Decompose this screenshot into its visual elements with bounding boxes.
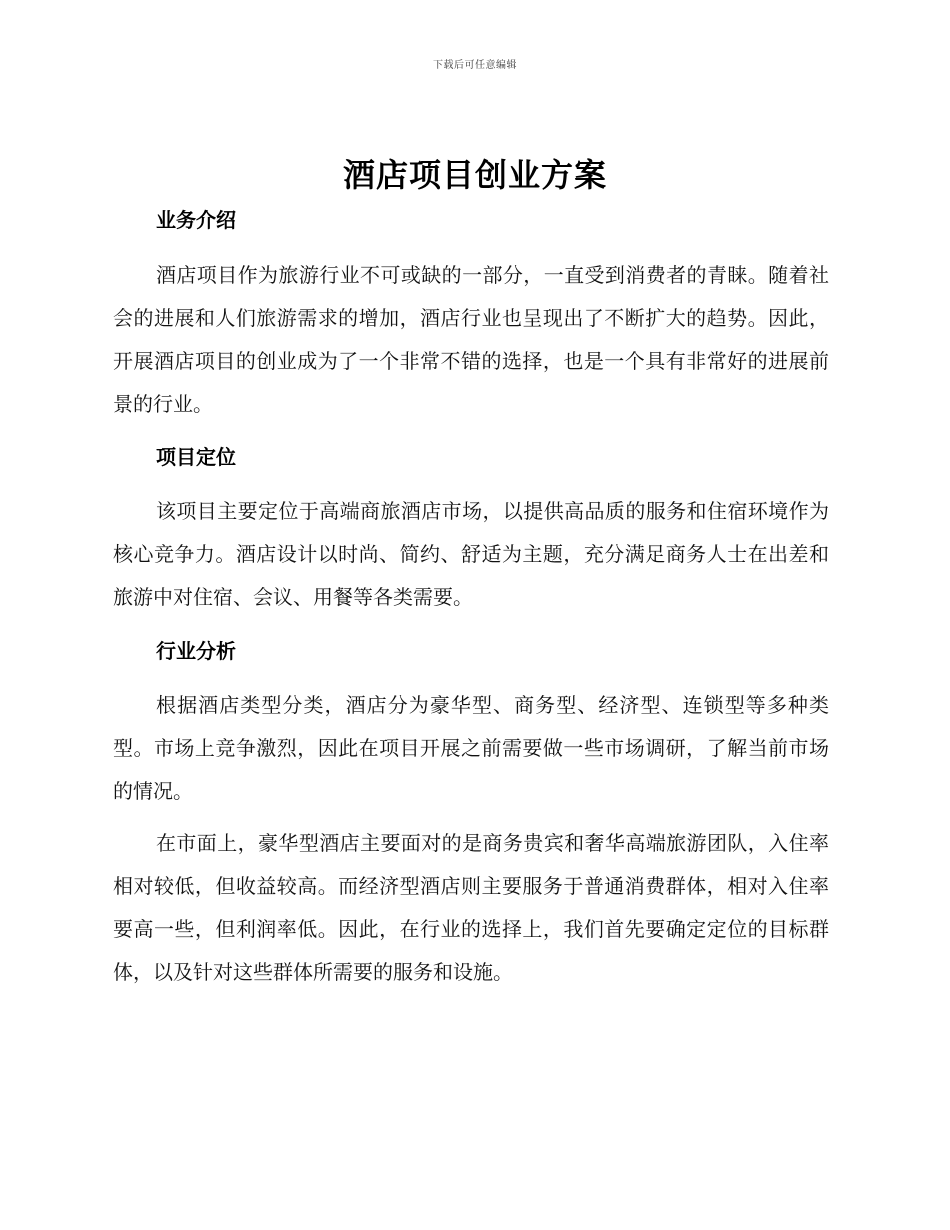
paragraph: 在市面上，豪华型酒店主要面对的是商务贵宾和奢华高端旅游团队，入住率相对较低，但收益较高。而经济型酒店则主要服务于普通消费群体，相对入住率要高一些，但利润率低。因此，在行业的选择上，我们首先要确定定位的目标群体，以及针对这些群体所需要的服务和设施。 <box>113 831 829 984</box>
section-industry-analysis-body-2 <box>113 822 829 994</box>
section-heading: 项目定位 <box>156 445 236 469</box>
section-project-positioning-body <box>113 490 829 619</box>
section-heading: 业务介绍 <box>156 208 236 232</box>
paragraph: 酒店项目作为旅游行业不可或缺的一部分，一直受到消费者的青睐。随着社会的进展和人们旅游需求的增加，酒店行业也呈现出了不断扩大的趋势。因此，开展酒店项目的创业成为了一个非常不错的选择，也是一个具有非常好的进展前景的行业。 <box>113 263 829 416</box>
section-business-intro-body <box>113 254 829 426</box>
section-project-positioning <box>113 442 829 472</box>
header-note: 下载后可任意编辑 <box>433 60 517 71</box>
document-title: 酒店项目创业方案 <box>342 156 607 194</box>
paragraph: 该项目主要定位于高端商旅酒店市场，以提供高品质的服务和住宿环境作为核心竞争力。酒店设计以时尚、简约、舒适为主题，充分满足商务人士在出差和旅游中对住宿、会议、用餐等各类需要。 <box>113 499 829 609</box>
section-business-intro <box>113 205 829 235</box>
section-industry-analysis <box>113 636 829 666</box>
paragraph: 根据酒店类型分类，酒店分为豪华型、商务型、经济型、连锁型等多种类型。市场上竞争激烈，因此在项目开展之前需要做一些市场调研，了解当前市场的情况。 <box>113 693 829 803</box>
section-industry-analysis-body-1 <box>113 684 829 813</box>
section-heading: 行业分析 <box>156 639 236 663</box>
